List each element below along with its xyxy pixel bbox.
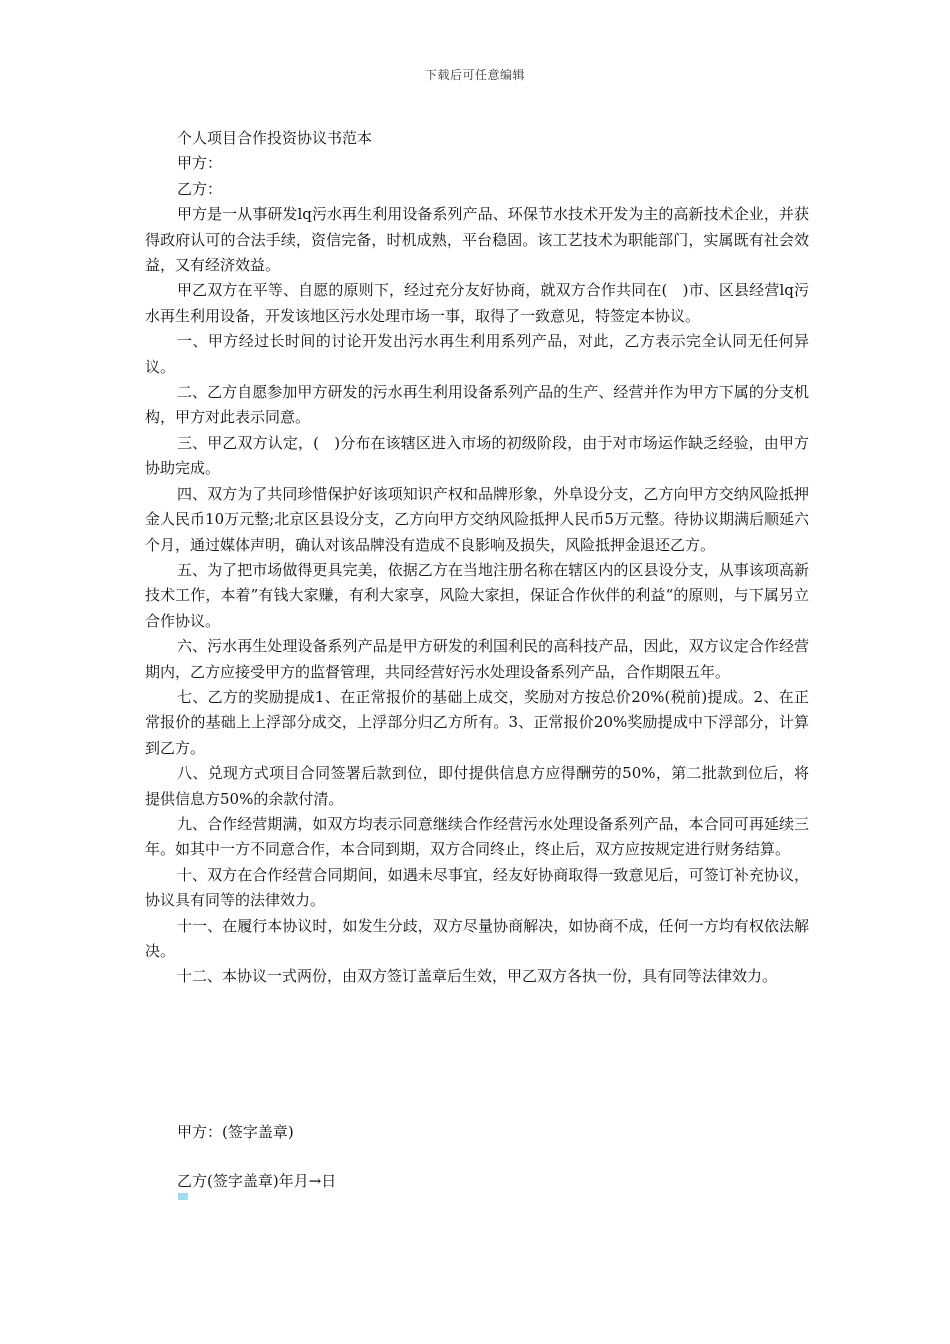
party-a-label: 甲方： [177, 154, 223, 173]
signature-party-b: 乙方(签字盖章)年月→日 [177, 1172, 337, 1190]
paragraph-intro-1: 甲方是一从事研发lq污水再生利用设备系列产品、环保节水技术开发为主的高新技术企业，并获得政府认可的合法手续，资信完备，时机成熟，平台稳固。该工艺技术为职能部门，实属既有社会效益，又有经济效益。 [145, 205, 809, 275]
signature-block [177, 1120, 336, 1218]
clause-3: 三、甲乙双方认定，( )分布在该辖区进入市场的初级阶段，由于对市场运作缺乏经验，由甲方协助完成。 [145, 433, 809, 478]
clause-1: 一、甲方经过长时间的讨论开发出污水再生利用系列产品，对此，乙方表示完全认同无任何异议。 [145, 332, 809, 376]
clause-6: 六、污水再生处理设备系列产品是甲方研发的利国利民的高科技产品，因此，双方议定合作经营期内，乙方应接受甲方的监督管理，共同经营好污水处理设备系列产品，合作期限五年。 [145, 637, 809, 681]
clause-2: 二、乙方自愿参加甲方研发的污水再生利用设备系列产品的生产、经营并作为甲方下属的分支机构，甲方对此表示同意。 [145, 383, 809, 427]
paragraph-intro-2: 甲乙双方在平等、自愿的原则下，经过充分友好协商，就双方合作共同在( )市、区县经营lq污水再生利用设备，开发该地区污水处理市场一事，取得了一致意见，特签定本协议。 [145, 281, 809, 325]
page-header: 下载后可任意编辑 [424, 68, 525, 82]
signature-party-a: 甲方：(签字盖章) [177, 1123, 294, 1141]
document-title: 个人项目合作投资协议书范本 [177, 129, 373, 147]
clause-9: 九、合作经营期满，如双方均表示同意继续合作经营污水处理设备系列产品，本合同可再延续三年。如其中一方不同意合作，本合同到期，双方合同终止，终止后，双方应按规定进行财务结算。 [145, 814, 809, 859]
clause-8: 八、兑现方式项目合同签署后款到位，即付提供信息方应得酬劳的50%，第二批款到位后，将提供信息方50%的余款付清。 [145, 764, 809, 808]
text-cursor-marker [178, 1193, 188, 1200]
party-b-label: 乙方： [177, 179, 223, 198]
clause-7: 七、乙方的奖励提成1、在正常报价的基础上成交，奖励对方按总价20%(税前)提成。2、在正常报价的基础上上浮部分成交，上浮部分归乙方所有。3、正常报价20%奖励提成中下浮部分，计算到乙方。 [145, 687, 809, 757]
clause-5: 五、为了把市场做得更具完美，依据乙方在当地注册名称在辖区内的区县设分支，从事该项高新技术工作，本着”有钱大家赚，有利大家享，风险大家担，保证合作伙伴的利益“的原则，与下属另立合作协议。 [145, 560, 809, 630]
document-body [145, 126, 809, 990]
clause-4: 四、双方为了共同珍惜保护好该项知识产权和品牌形象，外阜设分支，乙方向甲方交纳风险抵押金人民币10万元整;北京区县设分支，乙方向甲方交纳风险抵押人民币5万元整。待协议期满后顺延六个月，通过媒体声明，确认对该品牌没有造成不良影响及损失，风险抵押金退还乙方。 [145, 484, 809, 554]
clause-12: 十二、本协议一式两份，由双方签订盖章后生效，甲乙双方各执一份，具有同等法律效力。 [177, 967, 778, 986]
clause-11: 十一、在履行本协议时，如发生分歧，双方尽量协商解决，如协商不成，任何一方均有权依法解决。 [145, 916, 809, 960]
clause-10: 十、双方在合作经营合同期间，如遇未尽事宜，经友好协商取得一致意见后，可签订补充协议，协议具有同等的法律效力。 [145, 865, 809, 910]
